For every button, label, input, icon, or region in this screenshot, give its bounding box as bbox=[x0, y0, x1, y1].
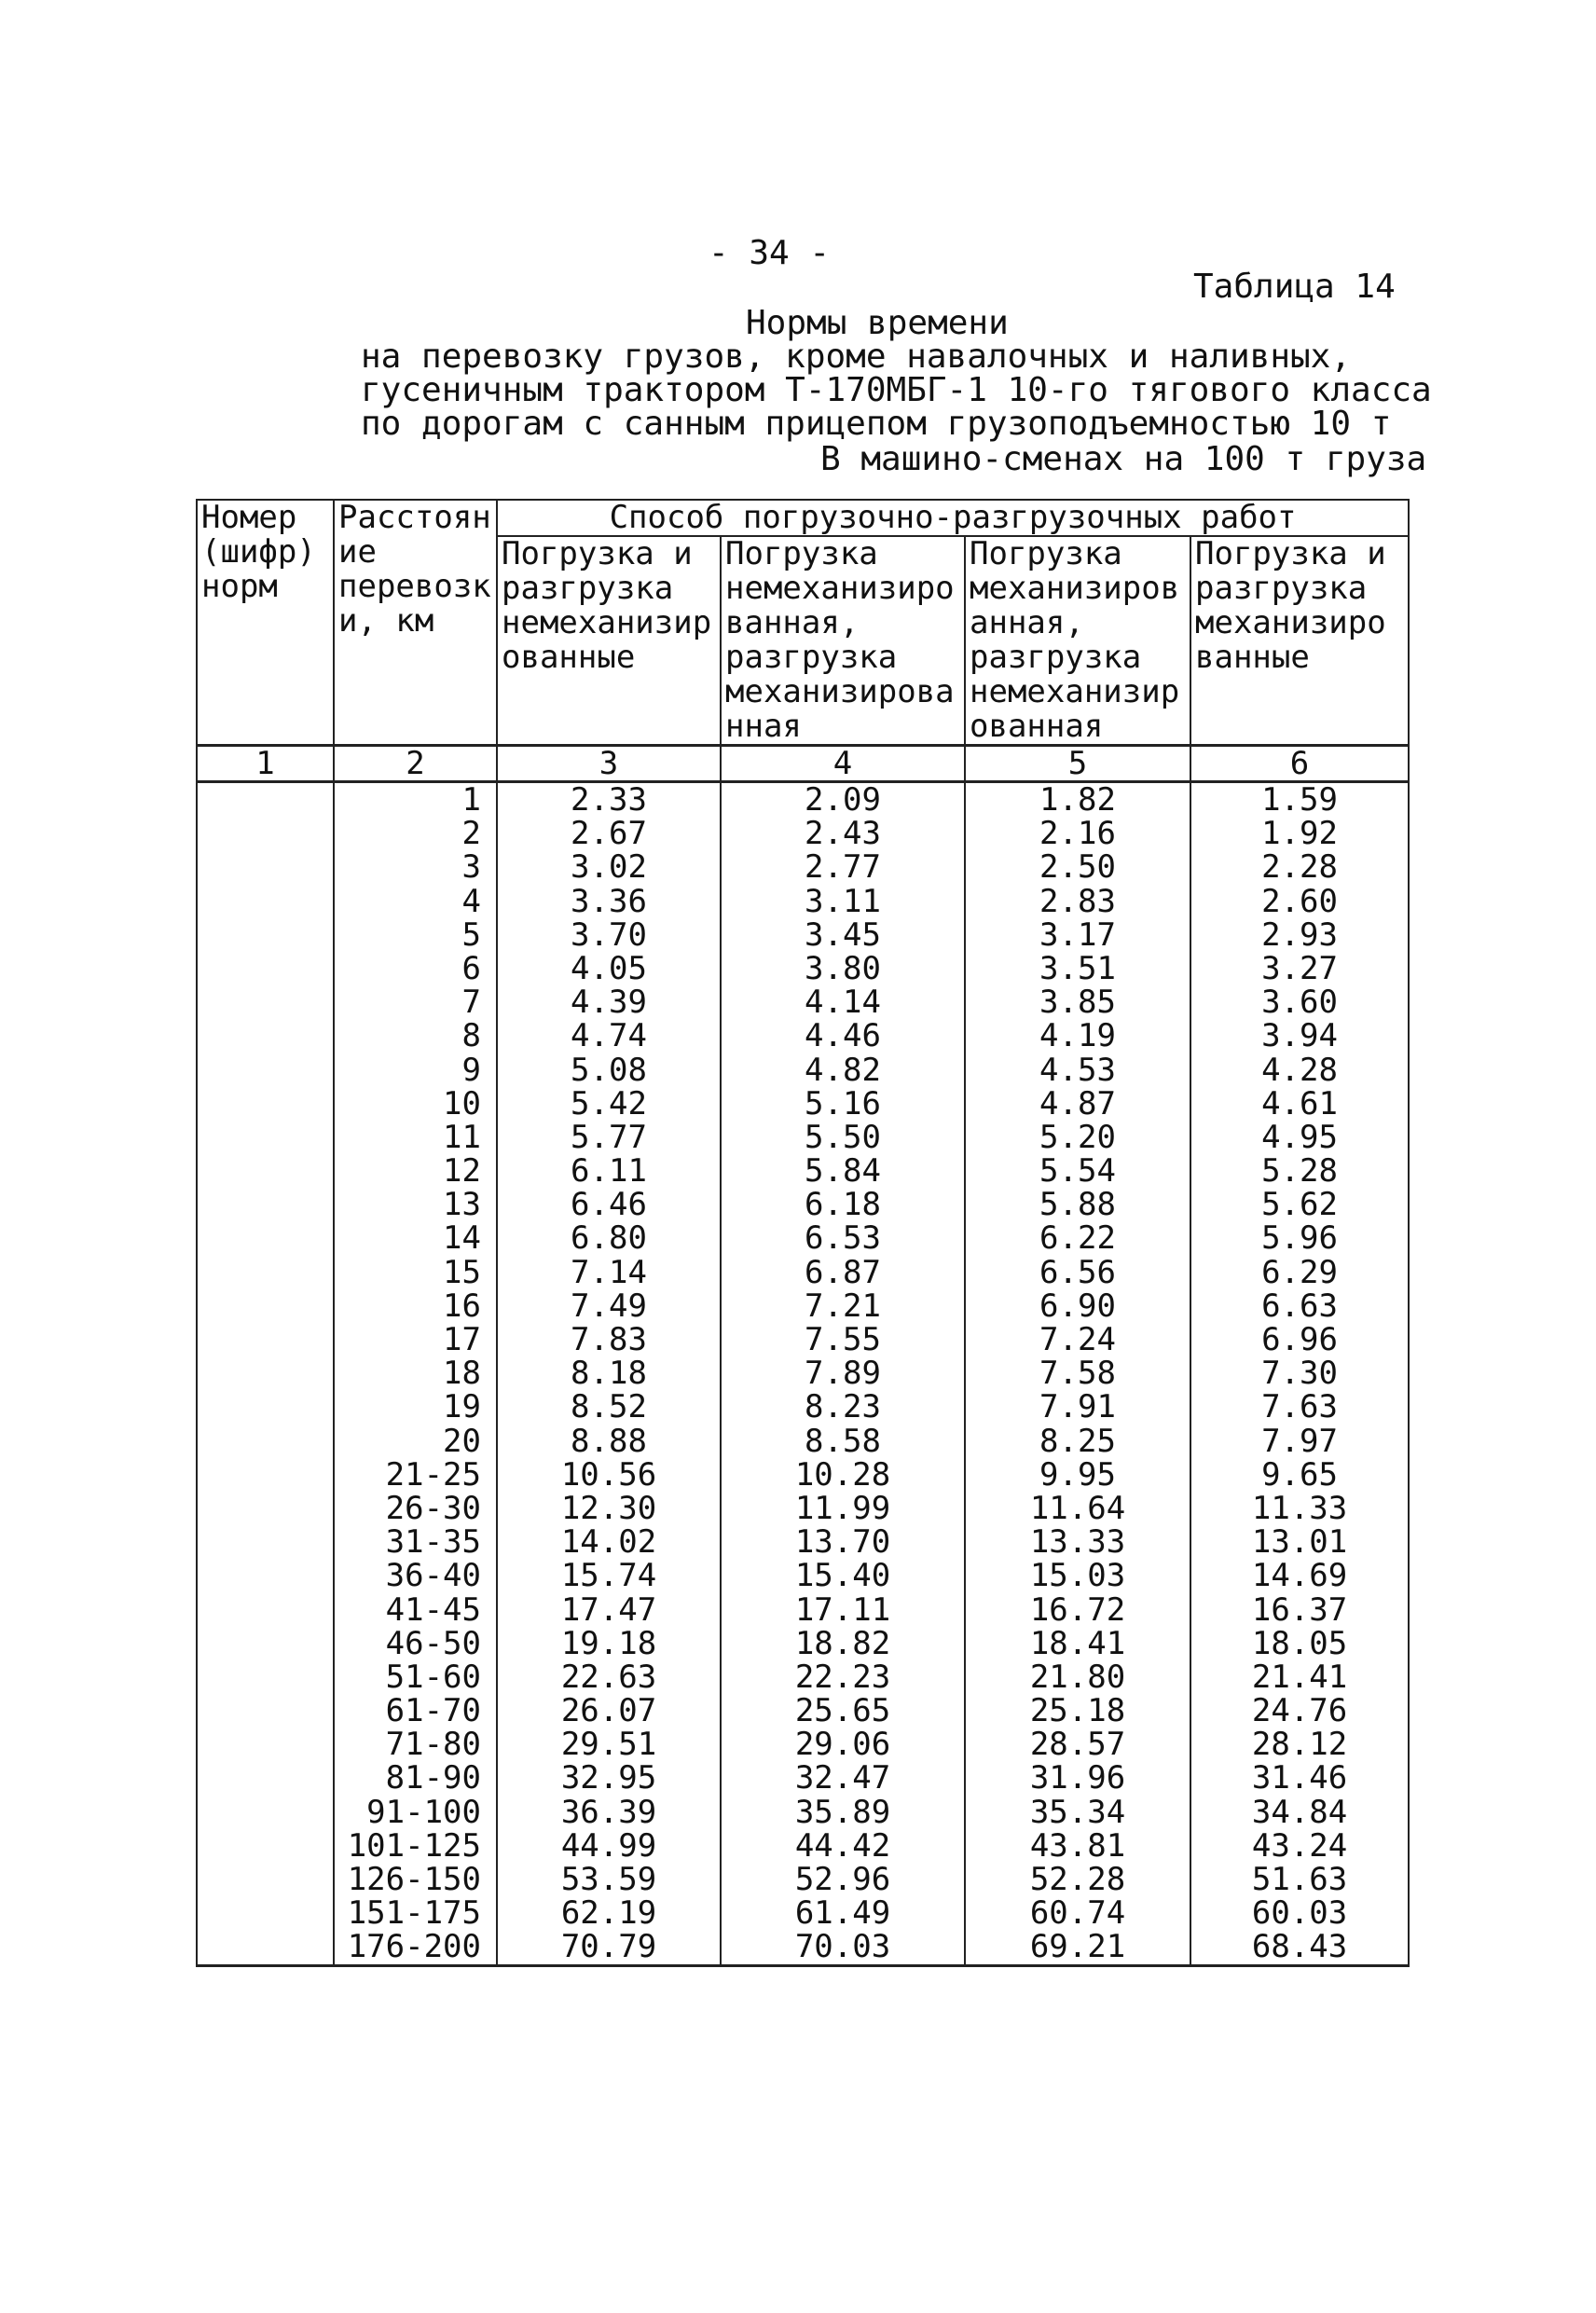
value-cell: 2.28 bbox=[1190, 850, 1409, 884]
table-row bbox=[197, 1761, 1409, 1795]
norm-number-cell bbox=[197, 1053, 334, 1087]
column-number: 2 bbox=[334, 746, 497, 782]
value-cell: 5.28 bbox=[1190, 1154, 1409, 1188]
norm-number-cell bbox=[197, 1256, 334, 1289]
value-cell: 14.02 bbox=[497, 1525, 721, 1559]
norm-number-cell bbox=[197, 1829, 334, 1863]
distance-cell: 126-150 bbox=[334, 1863, 497, 1896]
value-cell: 3.70 bbox=[497, 918, 721, 952]
value-cell: 8.25 bbox=[965, 1425, 1190, 1458]
norm-number-cell bbox=[197, 782, 334, 818]
value-cell: 6.53 bbox=[721, 1221, 965, 1255]
value-cell: 4.53 bbox=[965, 1053, 1190, 1087]
table-row bbox=[197, 1896, 1409, 1930]
value-cell: 7.14 bbox=[497, 1256, 721, 1289]
distance-cell: 13 bbox=[334, 1188, 497, 1221]
table-row bbox=[197, 1425, 1409, 1458]
distance-cell: 176-200 bbox=[334, 1930, 497, 1965]
value-cell: 53.59 bbox=[497, 1863, 721, 1896]
table-row bbox=[197, 850, 1409, 884]
value-cell: 17.47 bbox=[497, 1593, 721, 1627]
norm-number-cell bbox=[197, 1492, 334, 1525]
value-cell: 35.89 bbox=[721, 1796, 965, 1829]
value-cell: 6.18 bbox=[721, 1188, 965, 1221]
distance-cell: 31-35 bbox=[334, 1525, 497, 1559]
value-cell: 36.39 bbox=[497, 1796, 721, 1829]
table-row bbox=[197, 1525, 1409, 1559]
value-cell: 4.46 bbox=[721, 1019, 965, 1053]
norm-number-cell bbox=[197, 885, 334, 918]
value-cell: 52.96 bbox=[721, 1863, 965, 1896]
page-number: - 34 - bbox=[709, 234, 831, 272]
value-cell: 24.76 bbox=[1190, 1694, 1409, 1728]
value-cell: 7.63 bbox=[1190, 1390, 1409, 1424]
table-row bbox=[197, 1593, 1409, 1627]
value-cell: 9.95 bbox=[965, 1458, 1190, 1492]
column-number: 5 bbox=[965, 746, 1190, 782]
value-cell: 5.50 bbox=[721, 1121, 965, 1154]
value-cell: 1.92 bbox=[1190, 817, 1409, 850]
value-cell: 6.87 bbox=[721, 1256, 965, 1289]
value-cell: 3.36 bbox=[497, 885, 721, 918]
distance-cell: 11 bbox=[334, 1121, 497, 1154]
value-cell: 21.80 bbox=[965, 1660, 1190, 1694]
table-row bbox=[197, 1053, 1409, 1087]
value-cell: 28.12 bbox=[1190, 1728, 1409, 1761]
distance-cell: 15 bbox=[334, 1256, 497, 1289]
units-note: В машино-сменах на 100 т груза bbox=[820, 440, 1427, 478]
distance-cell: 16 bbox=[334, 1289, 497, 1323]
norm-number-cell bbox=[197, 1761, 334, 1795]
value-cell: 3.27 bbox=[1190, 952, 1409, 985]
distance-cell: 10 bbox=[334, 1087, 497, 1121]
value-cell: 4.87 bbox=[965, 1087, 1190, 1121]
table-title-line: по дорогам с санным прицепом грузоподъемностью 10 т bbox=[361, 405, 1392, 443]
table-row bbox=[197, 1323, 1409, 1356]
distance-cell: 8 bbox=[334, 1019, 497, 1053]
table-row bbox=[197, 1660, 1409, 1694]
value-cell: 21.41 bbox=[1190, 1660, 1409, 1694]
value-cell: 18.41 bbox=[965, 1627, 1190, 1660]
distance-cell: 81-90 bbox=[334, 1761, 497, 1795]
value-cell: 11.99 bbox=[721, 1492, 965, 1525]
value-cell: 3.17 bbox=[965, 918, 1190, 952]
table-row bbox=[197, 817, 1409, 850]
value-cell: 5.84 bbox=[721, 1154, 965, 1188]
value-cell: 2.93 bbox=[1190, 918, 1409, 952]
value-cell: 7.21 bbox=[721, 1289, 965, 1323]
table-row bbox=[197, 1694, 1409, 1728]
table-label: Таблица 14 bbox=[1193, 268, 1396, 306]
value-cell: 8.58 bbox=[721, 1425, 965, 1458]
value-cell: 51.63 bbox=[1190, 1863, 1409, 1896]
value-cell: 4.19 bbox=[965, 1019, 1190, 1053]
distance-cell: 91-100 bbox=[334, 1796, 497, 1829]
column-number: 4 bbox=[721, 746, 965, 782]
table-title-line: гусеничным трактором Т-170МБГ-1 10-го тягового класса bbox=[361, 371, 1432, 409]
value-cell: 4.74 bbox=[497, 1019, 721, 1053]
column-number: 6 bbox=[1190, 746, 1409, 782]
value-cell: 7.55 bbox=[721, 1323, 965, 1356]
table-row bbox=[197, 1221, 1409, 1255]
value-cell: 35.34 bbox=[965, 1796, 1190, 1829]
value-cell: 5.77 bbox=[497, 1121, 721, 1154]
table-row bbox=[197, 1829, 1409, 1863]
distance-cell: 18 bbox=[334, 1356, 497, 1390]
value-cell: 6.11 bbox=[497, 1154, 721, 1188]
value-cell: 3.45 bbox=[721, 918, 965, 952]
header-method-2: Погрузка немеханизированная, разгрузка механизированная bbox=[721, 536, 965, 746]
table-row bbox=[197, 1492, 1409, 1525]
value-cell: 70.03 bbox=[721, 1930, 965, 1965]
value-cell: 7.91 bbox=[965, 1390, 1190, 1424]
distance-cell: 61-70 bbox=[334, 1694, 497, 1728]
norm-number-cell bbox=[197, 1154, 334, 1188]
norm-number-cell bbox=[197, 1728, 334, 1761]
value-cell: 22.63 bbox=[497, 1660, 721, 1694]
norm-number-cell bbox=[197, 1323, 334, 1356]
value-cell: 10.28 bbox=[721, 1458, 965, 1492]
norm-number-cell bbox=[197, 1390, 334, 1424]
value-cell: 5.54 bbox=[965, 1154, 1190, 1188]
value-cell: 69.21 bbox=[965, 1930, 1190, 1965]
norm-number-cell bbox=[197, 1087, 334, 1121]
distance-cell: 51-60 bbox=[334, 1660, 497, 1694]
distance-cell: 20 bbox=[334, 1425, 497, 1458]
value-cell: 6.29 bbox=[1190, 1256, 1409, 1289]
table-row bbox=[197, 1087, 1409, 1121]
value-cell: 17.11 bbox=[721, 1593, 965, 1627]
value-cell: 2.33 bbox=[497, 782, 721, 818]
value-cell: 60.74 bbox=[965, 1896, 1190, 1930]
header-method-3: Погрузка механизированная, разгрузка немеханизированная bbox=[965, 536, 1190, 746]
value-cell: 32.95 bbox=[497, 1761, 721, 1795]
value-cell: 7.83 bbox=[497, 1323, 721, 1356]
table-title-line: на перевозку грузов, кроме навалочных и наливных, bbox=[361, 337, 1352, 376]
distance-cell: 17 bbox=[334, 1323, 497, 1356]
norm-number-cell bbox=[197, 1796, 334, 1829]
value-cell: 18.82 bbox=[721, 1627, 965, 1660]
value-cell: 31.46 bbox=[1190, 1761, 1409, 1795]
table-row bbox=[197, 1627, 1409, 1660]
header-distance: Расстояние перевозки, км bbox=[334, 500, 497, 746]
value-cell: 44.99 bbox=[497, 1829, 721, 1863]
table-row bbox=[197, 1289, 1409, 1323]
value-cell: 25.65 bbox=[721, 1694, 965, 1728]
value-cell: 6.90 bbox=[965, 1289, 1190, 1323]
value-cell: 4.05 bbox=[497, 952, 721, 985]
value-cell: 5.20 bbox=[965, 1121, 1190, 1154]
value-cell: 2.09 bbox=[721, 782, 965, 818]
value-cell: 7.89 bbox=[721, 1356, 965, 1390]
norm-number-cell bbox=[197, 1188, 334, 1221]
norms-table bbox=[196, 499, 1410, 1967]
distance-cell: 36-40 bbox=[334, 1559, 497, 1592]
distance-cell: 2 bbox=[334, 817, 497, 850]
value-cell: 11.33 bbox=[1190, 1492, 1409, 1525]
table-row bbox=[197, 1256, 1409, 1289]
value-cell: 2.67 bbox=[497, 817, 721, 850]
distance-cell: 14 bbox=[334, 1221, 497, 1255]
norm-number-cell bbox=[197, 817, 334, 850]
value-cell: 62.19 bbox=[497, 1896, 721, 1930]
value-cell: 28.57 bbox=[965, 1728, 1190, 1761]
value-cell: 4.14 bbox=[721, 985, 965, 1019]
value-cell: 7.58 bbox=[965, 1356, 1190, 1390]
norm-number-cell bbox=[197, 1019, 334, 1053]
table-row bbox=[197, 918, 1409, 952]
value-cell: 5.16 bbox=[721, 1087, 965, 1121]
value-cell: 70.79 bbox=[497, 1930, 721, 1965]
value-cell: 7.30 bbox=[1190, 1356, 1409, 1390]
value-cell: 9.65 bbox=[1190, 1458, 1409, 1492]
value-cell: 26.07 bbox=[497, 1694, 721, 1728]
table-row bbox=[197, 985, 1409, 1019]
norm-number-cell bbox=[197, 1896, 334, 1930]
norm-number-cell bbox=[197, 952, 334, 985]
norm-number-cell bbox=[197, 1458, 334, 1492]
value-cell: 61.49 bbox=[721, 1896, 965, 1930]
value-cell: 3.51 bbox=[965, 952, 1190, 985]
value-cell: 2.50 bbox=[965, 850, 1190, 884]
distance-cell: 41-45 bbox=[334, 1593, 497, 1627]
table-row bbox=[197, 1559, 1409, 1592]
table-row bbox=[197, 782, 1409, 818]
value-cell: 5.62 bbox=[1190, 1188, 1409, 1221]
norm-number-cell bbox=[197, 1863, 334, 1896]
value-cell: 2.60 bbox=[1190, 885, 1409, 918]
distance-cell: 71-80 bbox=[334, 1728, 497, 1761]
value-cell: 2.43 bbox=[721, 817, 965, 850]
value-cell: 3.02 bbox=[497, 850, 721, 884]
column-number: 3 bbox=[497, 746, 721, 782]
norm-number-cell bbox=[197, 1593, 334, 1627]
value-cell: 52.28 bbox=[965, 1863, 1190, 1896]
value-cell: 1.82 bbox=[965, 782, 1190, 818]
value-cell: 13.33 bbox=[965, 1525, 1190, 1559]
value-cell: 4.95 bbox=[1190, 1121, 1409, 1154]
distance-cell: 46-50 bbox=[334, 1627, 497, 1660]
value-cell: 7.24 bbox=[965, 1323, 1190, 1356]
value-cell: 3.60 bbox=[1190, 985, 1409, 1019]
value-cell: 29.06 bbox=[721, 1728, 965, 1761]
distance-cell: 1 bbox=[334, 782, 497, 818]
header-norm-number: Номер (шифр) норм bbox=[197, 500, 334, 746]
norm-number-cell bbox=[197, 1660, 334, 1694]
value-cell: 2.83 bbox=[965, 885, 1190, 918]
value-cell: 32.47 bbox=[721, 1761, 965, 1795]
table-row bbox=[197, 1121, 1409, 1154]
table-title-line: Нормы времени bbox=[746, 304, 1009, 342]
norm-number-cell bbox=[197, 1356, 334, 1390]
value-cell: 43.81 bbox=[965, 1829, 1190, 1863]
header-method-group: Способ погрузочно-разгрузочных работ bbox=[497, 500, 1409, 536]
value-cell: 34.84 bbox=[1190, 1796, 1409, 1829]
value-cell: 4.39 bbox=[497, 985, 721, 1019]
value-cell: 4.61 bbox=[1190, 1087, 1409, 1121]
table-row bbox=[197, 1188, 1409, 1221]
value-cell: 15.03 bbox=[965, 1559, 1190, 1592]
value-cell: 6.56 bbox=[965, 1256, 1190, 1289]
norm-number-cell bbox=[197, 1627, 334, 1660]
value-cell: 13.01 bbox=[1190, 1525, 1409, 1559]
value-cell: 5.42 bbox=[497, 1087, 721, 1121]
value-cell: 8.88 bbox=[497, 1425, 721, 1458]
value-cell: 7.97 bbox=[1190, 1425, 1409, 1458]
value-cell: 1.59 bbox=[1190, 782, 1409, 818]
value-cell: 25.18 bbox=[965, 1694, 1190, 1728]
value-cell: 16.37 bbox=[1190, 1593, 1409, 1627]
table-row bbox=[197, 1390, 1409, 1424]
distance-cell: 7 bbox=[334, 985, 497, 1019]
value-cell: 5.88 bbox=[965, 1188, 1190, 1221]
value-cell: 60.03 bbox=[1190, 1896, 1409, 1930]
norm-number-cell bbox=[197, 1289, 334, 1323]
distance-cell: 9 bbox=[334, 1053, 497, 1087]
value-cell: 10.56 bbox=[497, 1458, 721, 1492]
value-cell: 6.46 bbox=[497, 1188, 721, 1221]
value-cell: 6.80 bbox=[497, 1221, 721, 1255]
distance-cell: 26-30 bbox=[334, 1492, 497, 1525]
value-cell: 3.11 bbox=[721, 885, 965, 918]
distance-cell: 21-25 bbox=[334, 1458, 497, 1492]
value-cell: 16.72 bbox=[965, 1593, 1190, 1627]
value-cell: 22.23 bbox=[721, 1660, 965, 1694]
value-cell: 44.42 bbox=[721, 1829, 965, 1863]
table-row bbox=[197, 1019, 1409, 1053]
distance-cell: 4 bbox=[334, 885, 497, 918]
value-cell: 14.69 bbox=[1190, 1559, 1409, 1592]
norm-number-cell bbox=[197, 850, 334, 884]
table-row bbox=[197, 1458, 1409, 1492]
table-row bbox=[197, 1930, 1409, 1965]
table-row bbox=[197, 1356, 1409, 1390]
norm-number-cell bbox=[197, 1694, 334, 1728]
value-cell: 3.85 bbox=[965, 985, 1190, 1019]
value-cell: 11.64 bbox=[965, 1492, 1190, 1525]
norm-number-cell bbox=[197, 1221, 334, 1255]
value-cell: 15.40 bbox=[721, 1559, 965, 1592]
table-row bbox=[197, 952, 1409, 985]
table-row bbox=[197, 1728, 1409, 1761]
value-cell: 8.52 bbox=[497, 1390, 721, 1424]
value-cell: 3.80 bbox=[721, 952, 965, 985]
table-row bbox=[197, 1863, 1409, 1896]
value-cell: 5.08 bbox=[497, 1053, 721, 1087]
norm-number-cell bbox=[197, 1559, 334, 1592]
value-cell: 15.74 bbox=[497, 1559, 721, 1592]
value-cell: 2.16 bbox=[965, 817, 1190, 850]
norm-number-cell bbox=[197, 1121, 334, 1154]
distance-cell: 5 bbox=[334, 918, 497, 952]
value-cell: 43.24 bbox=[1190, 1829, 1409, 1863]
norm-number-cell bbox=[197, 1525, 334, 1559]
value-cell: 6.22 bbox=[965, 1221, 1190, 1255]
value-cell: 3.94 bbox=[1190, 1019, 1409, 1053]
value-cell: 13.70 bbox=[721, 1525, 965, 1559]
norm-number-cell bbox=[197, 985, 334, 1019]
value-cell: 19.18 bbox=[497, 1627, 721, 1660]
table-row bbox=[197, 1796, 1409, 1829]
value-cell: 31.96 bbox=[965, 1761, 1190, 1795]
distance-cell: 3 bbox=[334, 850, 497, 884]
table-row bbox=[197, 885, 1409, 918]
value-cell: 6.63 bbox=[1190, 1289, 1409, 1323]
distance-cell: 12 bbox=[334, 1154, 497, 1188]
column-number: 1 bbox=[197, 746, 334, 782]
value-cell: 2.77 bbox=[721, 850, 965, 884]
value-cell: 5.96 bbox=[1190, 1221, 1409, 1255]
value-cell: 68.43 bbox=[1190, 1930, 1409, 1965]
distance-cell: 19 bbox=[334, 1390, 497, 1424]
value-cell: 6.96 bbox=[1190, 1323, 1409, 1356]
norm-number-cell bbox=[197, 1930, 334, 1965]
value-cell: 4.28 bbox=[1190, 1053, 1409, 1087]
value-cell: 18.05 bbox=[1190, 1627, 1409, 1660]
distance-cell: 151-175 bbox=[334, 1896, 497, 1930]
distance-cell: 101-125 bbox=[334, 1829, 497, 1863]
value-cell: 12.30 bbox=[497, 1492, 721, 1525]
value-cell: 4.82 bbox=[721, 1053, 965, 1087]
header-method-4: Погрузка и разгрузка механизированные bbox=[1190, 536, 1409, 746]
norm-number-cell bbox=[197, 1425, 334, 1458]
norm-number-cell bbox=[197, 918, 334, 952]
value-cell: 7.49 bbox=[497, 1289, 721, 1323]
table-row bbox=[197, 1154, 1409, 1188]
distance-cell: 6 bbox=[334, 952, 497, 985]
value-cell: 29.51 bbox=[497, 1728, 721, 1761]
table-body bbox=[197, 782, 1409, 1966]
header-method-1: Погрузка и разгрузка немеханизированные bbox=[497, 536, 721, 746]
value-cell: 8.18 bbox=[497, 1356, 721, 1390]
value-cell: 8.23 bbox=[721, 1390, 965, 1424]
